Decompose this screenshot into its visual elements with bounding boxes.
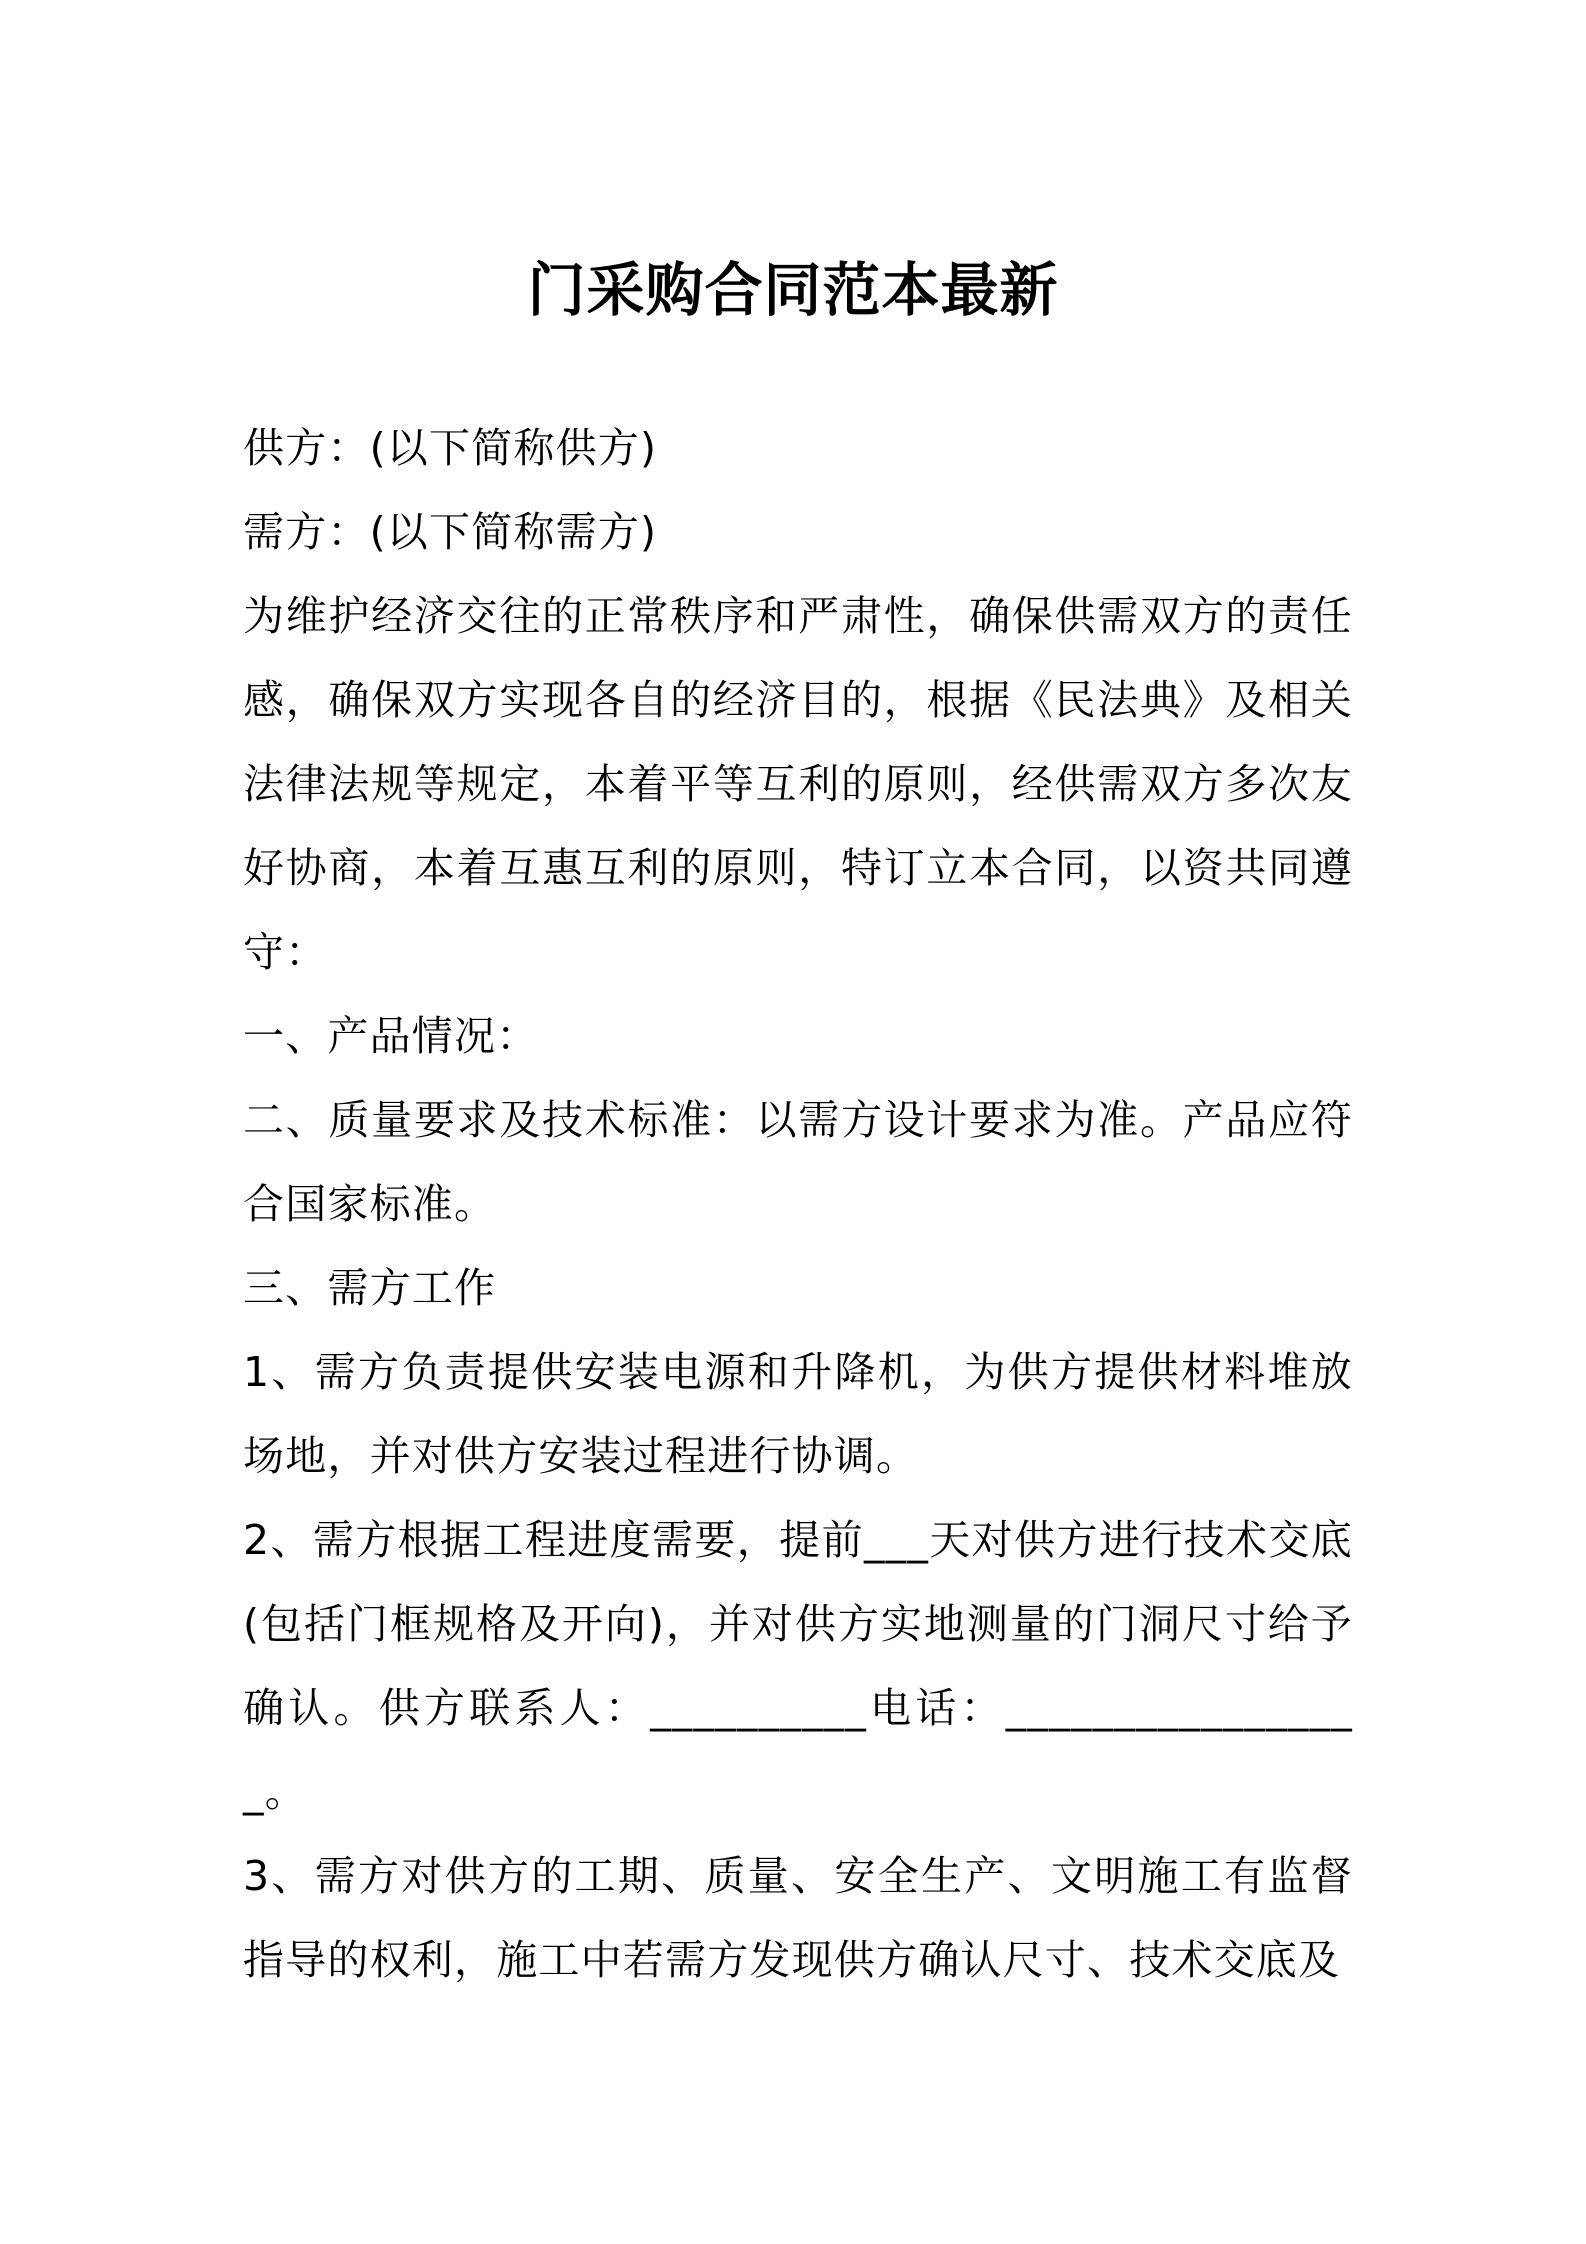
clause-1-paragraph: 1、需方负责提供安装电源和升降机，为供方提供材料堆放场地，并对供方安装过程进行协调。	[243, 1348, 1353, 1480]
section-heading-product: 一、产品情况：	[243, 1012, 539, 1060]
supplier-line: 供方：(以下简称供方)	[243, 424, 658, 472]
section-heading-buyer-duties: 三、需方工作	[243, 1264, 497, 1312]
buyer-line: 需方：(以下简称需方)	[243, 508, 658, 556]
quality-requirements-paragraph: 二、质量要求及技术标准：以需方设计要求为准。产品应符合国家标准。	[243, 1096, 1353, 1228]
clause-3-paragraph: 3、需方对供方的工期、质量、安全生产、文明施工有监督指导的权利，施工中若需方发现供方确认尺寸、技术交底及	[243, 1852, 1353, 1984]
document-title: 门采购合同范本最新	[527, 256, 1059, 324]
document-body	[243, 406, 1353, 2002]
preamble-paragraph: 为维护经济交往的正常秩序和严肃性，确保供需双方的责任感，确保双方实现各自的经济目的，根据《民法典》及相关法律法规等规定，本着平等互利的原则，经供需双方多次友好协商，本着互惠互利的原则，特订立本合同，以资共同遵守：	[243, 592, 1353, 976]
clause-2-paragraph: 2、需方根据工程进度需要，提前___天对供方进行技术交底(包括门框规格及开向)，并对供方实地测量的门洞尺寸给予确认。供方联系人：__________电话：_________________。	[243, 1516, 1353, 1816]
